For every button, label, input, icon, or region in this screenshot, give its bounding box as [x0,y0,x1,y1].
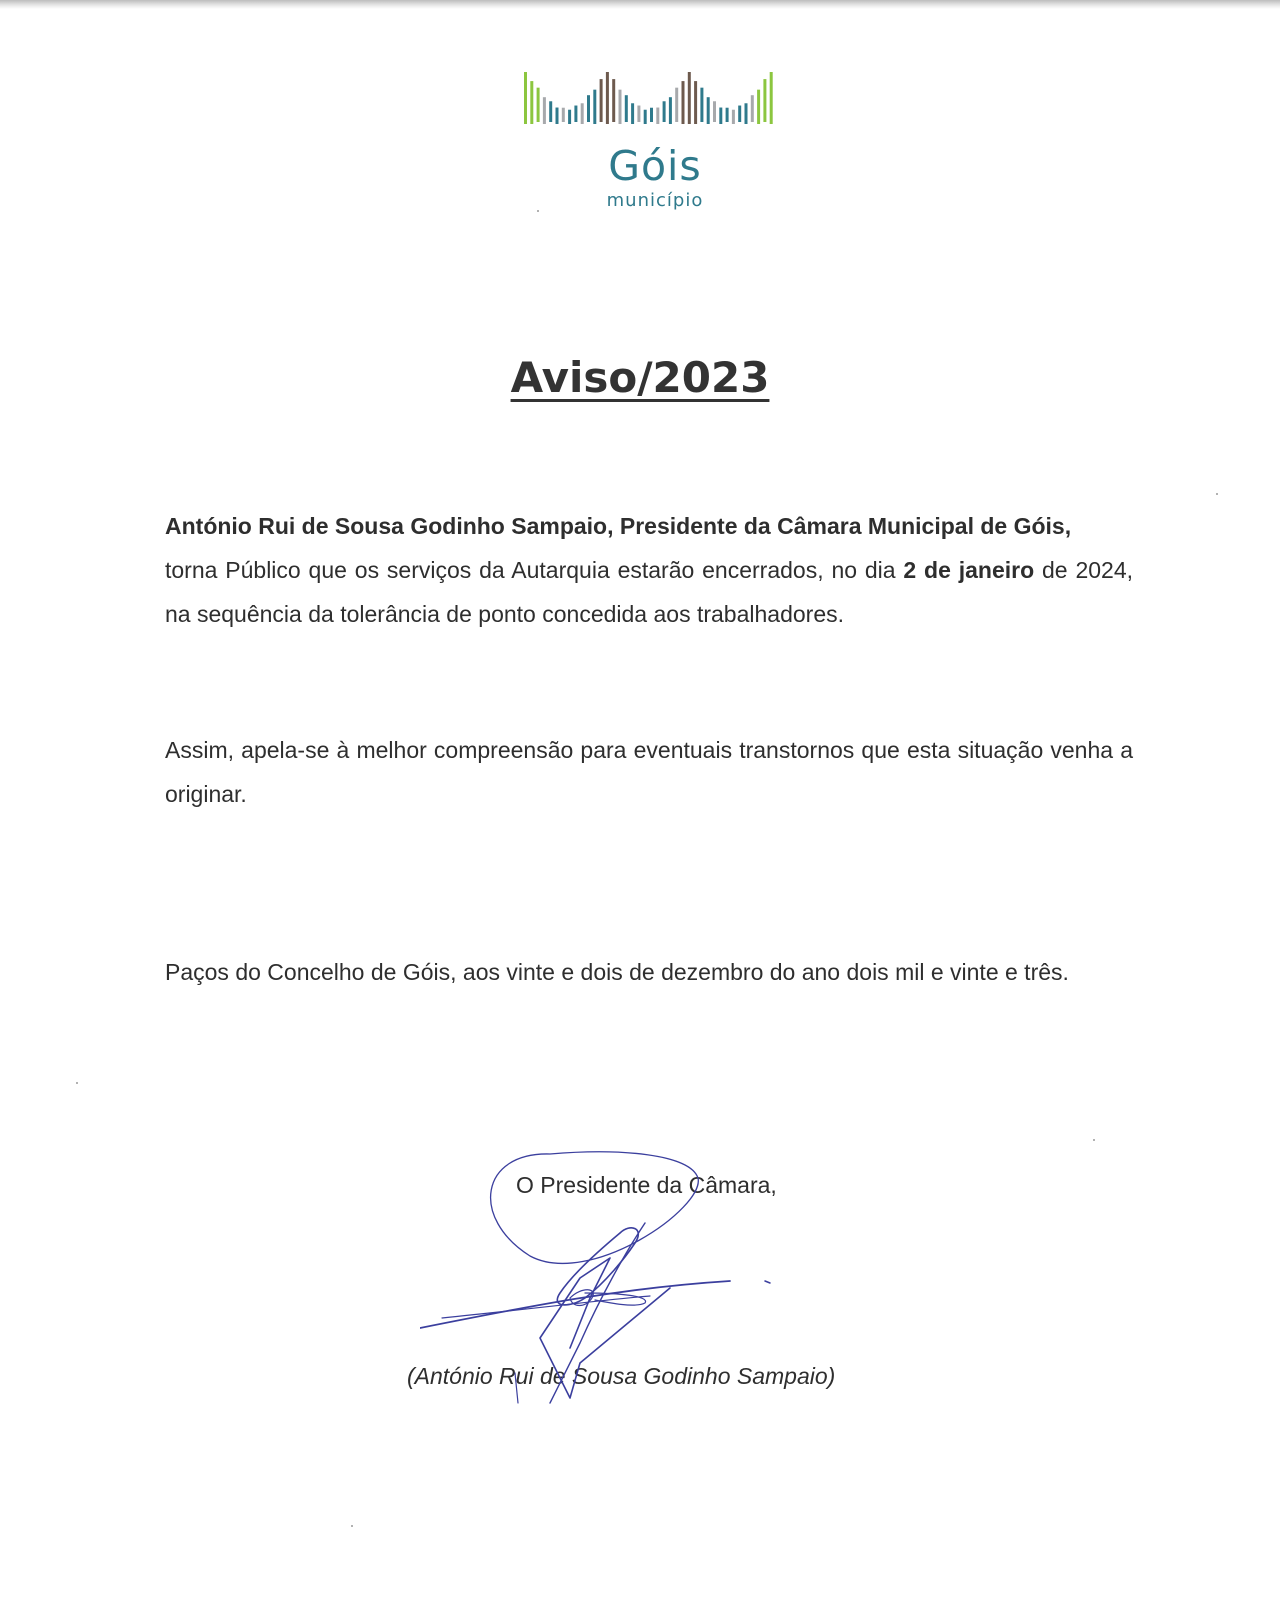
apology-paragraph: Assim, apela-se à melhor compreensão para eventuais transtornos que esta situação venha a originar. [165,737,1133,807]
scan-speck [1093,1139,1095,1141]
logo-bar [713,101,716,122]
notice-statement [165,548,1133,636]
handwritten-signature [420,1148,800,1418]
logo-bar [770,72,773,124]
logo-bar [530,81,533,124]
logo-bar [612,79,615,122]
logo-bar [631,103,634,124]
logo-bar [637,106,640,122]
logo-bar [625,95,628,122]
logo-bar [543,97,546,124]
logo-bar [556,108,559,124]
logo-bar [738,106,741,122]
logo-bar [669,97,672,124]
logo-bar [745,103,748,124]
logo-bar [568,110,571,124]
logo-bar [644,110,647,124]
closure-date: 2 de janeiro [903,557,1035,583]
logo-bar [600,79,603,122]
statement-start: torna Público que os serviços da Autarquia estarão encerrados, no dia [165,557,904,583]
logo-bar [719,108,722,124]
logo-bar [587,95,590,122]
gois-logo [520,70,790,220]
logo-bar [650,108,653,122]
logo-bar [700,88,703,122]
logo-bar [663,101,666,122]
closing-line: O Presidente da Câmara, [516,1172,777,1198]
logo-bar [537,88,540,122]
page-title [0,352,1280,404]
logo-bar [619,90,622,124]
logo-bar [606,72,609,124]
logo-bar [675,88,678,122]
signature-stroke [765,1281,770,1283]
signature-stroke [442,1296,650,1318]
logo-bar [751,95,754,122]
logo-bar [694,81,697,124]
logo-bar [574,106,577,122]
logo-bar [763,79,766,122]
logo-name: Góis [608,142,702,190]
signature-stroke [515,1373,518,1403]
logo-bar [593,90,596,124]
scan-speck [1216,493,1218,495]
logo-bar [732,110,735,124]
title-text: Aviso/2023 [510,353,770,402]
scan-top-edge [0,0,1280,9]
logo-bar [682,81,685,124]
logo-bar [688,72,691,124]
logo-bar [549,101,552,122]
scan-speck [76,1082,78,1084]
logo-bar [581,103,584,124]
logo-bar [707,97,710,124]
scan-speck [351,1525,353,1527]
logo-subtitle: município [606,190,704,211]
logo-bar [726,108,729,122]
author-line: António Rui de Sousa Godinho Sampaio, Presidente da Câmara Municipal de Góis, [165,513,1072,539]
logo-bar [656,108,659,124]
signature-stroke [491,1152,699,1264]
scan-speck [537,210,539,212]
logo-bar [562,108,565,122]
logo-bar [757,90,760,124]
signer-name: (António Rui de Sousa Godinho Sampaio) [407,1363,836,1389]
statement-end: de 2024, na sequência da tolerância de ponto concedida aos trabalhadores. [165,557,1134,627]
date-paragraph: Paços do Concelho de Góis, aos vinte e dois de dezembro do ano dois mil e vinte e três. [165,959,1069,985]
bridge-bars-icon [520,70,790,140]
notice-paragraph [165,504,1133,636]
logo-bar [524,72,527,124]
